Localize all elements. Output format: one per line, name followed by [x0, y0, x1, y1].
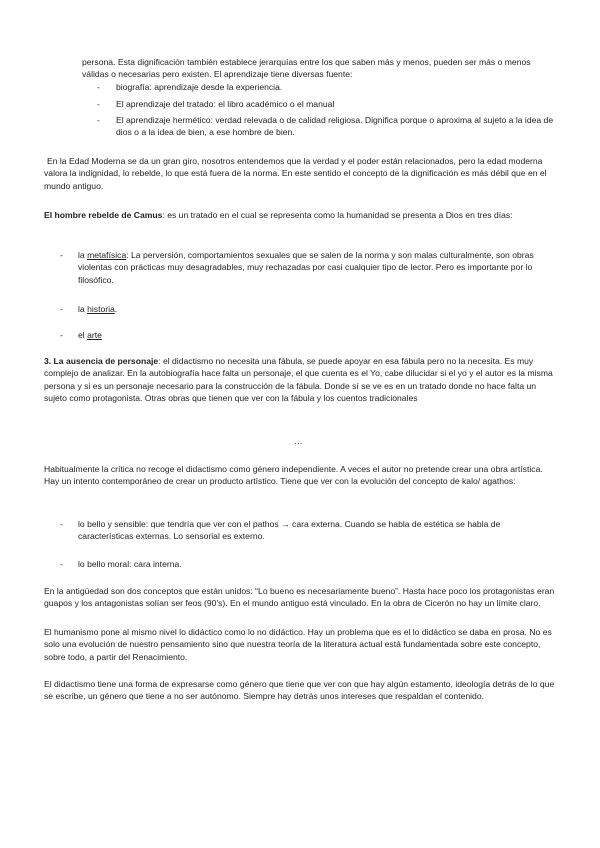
list-item-tratado: El aprendizaje del tratado: el libro académico o el manual: [116, 99, 335, 109]
list-item-text: : La perversión, comportamientos sexuales que se salen de la norma y son malas culturalmente, son obras violentas con prácticas muy desagradables, muy rechazadas por casi cualquier tipo de lector. Pero es importante por lo filosófico.: [78, 250, 534, 285]
list-item-hermetico: El aprendizaje hermético: verdad relevada o de calidad religiosa. Dignifica porque o aproxima al sujeto a la idea de dios o a la idea de bien, a ese hombre de bien.: [116, 115, 554, 138]
camus-text: : es un tratado en el cual se representa como la humanidad se presenta a Dios en tres días:: [162, 210, 513, 220]
paragraph-dignificacion: persona. Esta dignificación también establece jerarquías entre los que saben más y menos, pueden ser más o menos válidas o necesarias pero existen. El aprendizaje tiene diversas fuente:: [82, 57, 531, 80]
list-item-prefix: la: [78, 250, 88, 260]
list-item-metafisica: [78, 249, 556, 286]
paragraph-humanismo: El humanismo pone al mismo nivel lo didáctico como lo no didáctico. Hay un problema que es el lo didáctico se daba en prosa. No es solo una evolución de nuestro pensamiento sino que nuestra teoría de la literatura actual está fundamentada sobre este concepto, sobre todo, a partir del Renacimiento.: [44, 627, 552, 662]
list-item-arte: [78, 329, 556, 341]
paragraph-antiguedad: En la antigüedad son dos conceptos que están unidos: “Lo bueno es necesariamente bueno”. Hasta hace poco los protagonistas eran guapos y los antagonistas solían ser feos (90's). En el mundo antiguo está vinculado. En la obra de Cicerón no hay un límite claro.: [44, 586, 555, 609]
ellipsis: …: [294, 436, 303, 446]
arte-term: arte: [87, 330, 102, 340]
historia-term: historia: [87, 304, 115, 314]
paragraph-didactismo: El didactismo tiene una forma de expresarse como género que tiene que ver con que hay algún estamento, ideología detrás de lo que se escribe, un género que tiene a no ser autónomo. Siempre hay detrás unos intereses que respaldan el contenido.: [44, 679, 555, 702]
list-dash: -: [60, 519, 63, 529]
camus-heading: El hombre rebelde de Camus: [44, 210, 163, 220]
paragraph-edad-moderna: En la Edad Moderna se da un gran giro, nosotros entendemos que la verdad y el poder están relacionados, pero la edad moderna valora la indignidad, lo rebelde, lo que está fuera de la norma. En este sentido el concepto de la dignificación es más débil que en el mundo antiguo.: [44, 156, 547, 191]
paragraph-camus: [44, 209, 556, 221]
list-dash: -: [97, 115, 100, 125]
list-dash: -: [60, 330, 63, 340]
list-item-biografia: biografía: aprendizaje desde la experiencia.: [116, 82, 283, 92]
ausencia-heading: 3. La ausencia de personaje: [44, 356, 159, 366]
list-dash: -: [97, 99, 100, 109]
ausencia-text: : el didactismo no necesita una fábula, se puede apoyar en esa fábula pero no la necesita. Es muy complejo de analizar. En la autobiografía hace falta un personaje, el que cuenta es el Yo, cabe dilucidar si el yo y el autor es la misma persona y si es un personaje necesario para la construcción de la fábula. Donde sí se ve es en un tratado donde no hace falta un sujeto como protagonista. Otras obras que tienen que ver con la fábula y los cuentos tradicionales: [44, 356, 553, 403]
list-item-prefix: la: [78, 304, 88, 314]
list-item-historia: [78, 303, 556, 315]
list-item-text: .: [114, 304, 118, 314]
list-item-bello-moral: lo bello moral: cara interna.: [78, 559, 182, 569]
list-dash: -: [97, 82, 100, 92]
list-dash: -: [60, 250, 63, 260]
list-dash: -: [60, 304, 63, 314]
metafisica-term: metafísica: [87, 250, 127, 260]
paragraph-critica: Habitualmente la crítica no recoge el didactismo como género independiente. A veces el autor no pretende crear una obra artística. Hay un intento contemporáneo de crear un producto artístico. Tiene que ver con la evolución del concepto de kalo/ agathos:: [44, 464, 543, 487]
list-dash: -: [60, 559, 63, 569]
list-item-bello-sensible: lo bello y sensible: que tendría que ver con el pathos → cara externa. Cuando se habla de estética se habla de características externas. Lo sensorial es externo.: [78, 519, 501, 542]
list-item-prefix: el: [78, 330, 88, 340]
paragraph-ausencia-personaje: [44, 355, 556, 404]
